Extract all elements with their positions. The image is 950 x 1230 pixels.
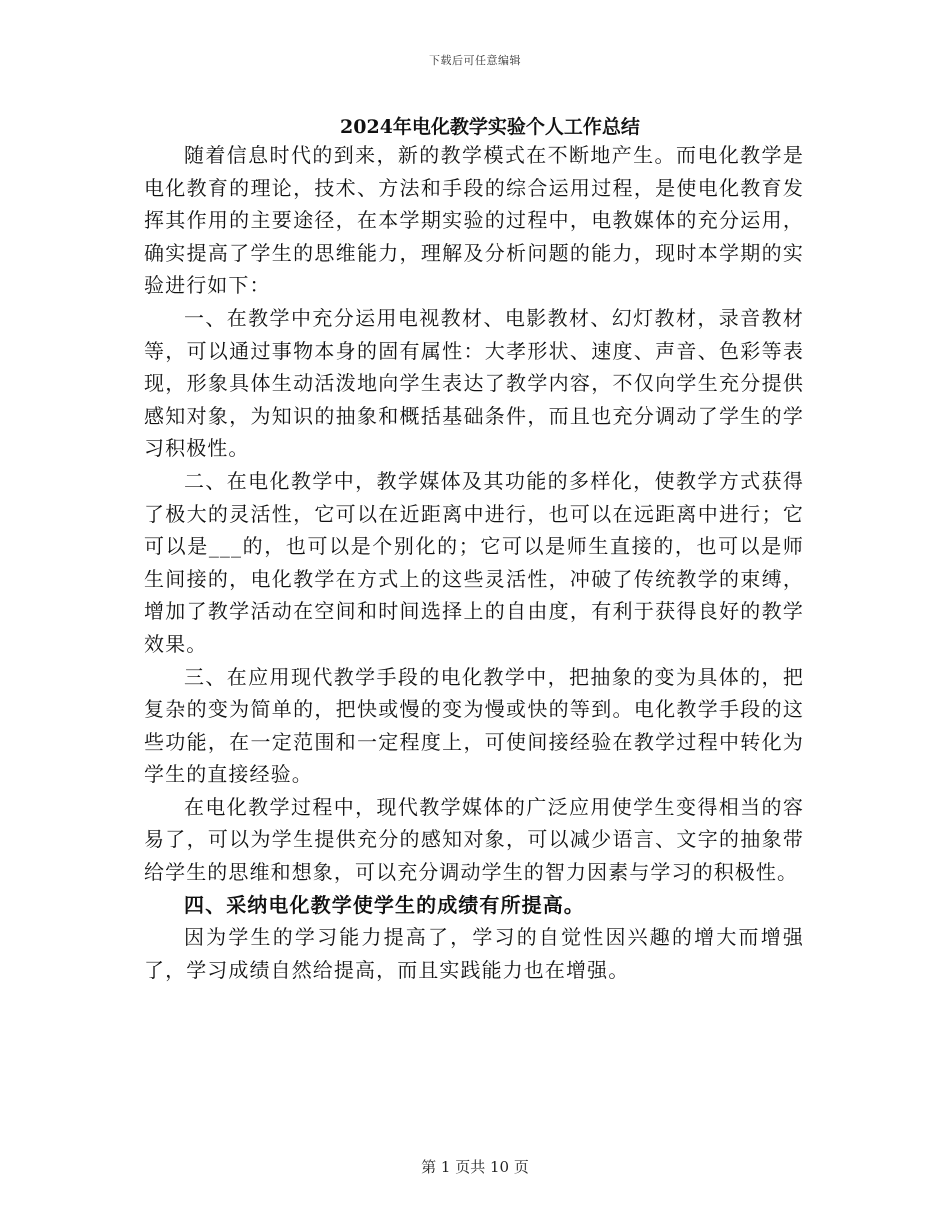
document-body <box>144 139 804 986</box>
paragraph-section-1: 一、在教学中充分运用电视教材、电影教材、幻灯教材，录音教材等，可以通过事物本身的固有属性：大孝形状、速度、声音、色彩等表现，形象具体生动活泼地向学生表达了教学内容，不仅向学生充分提供感知对象，为知识的抽象和概括基础条件，而且也充分调动了学生的学习积极性。 <box>144 305 804 461</box>
document-title: 2024年电化教学实验个人工作总结 <box>340 116 640 138</box>
paragraph-intro: 随着信息时代的到来，新的教学模式在不断地产生。而电化教学是电化教育的理论，技术、方法和手段的综合运用过程，是使电化教育发挥其作用的主要途径，在本学期实验的过程中，电教媒体的充分运用，确实提高了学生的思维能力，理解及分析问题的能力，现时本学期的实验进行如下： <box>144 143 804 298</box>
paragraph-section-4: 因为学生的学习能力提高了，学习的自觉性因兴趣的增大而增强了，学习成绩自然给提高，而且实践能力也在增强。 <box>144 925 804 982</box>
paragraph-section-3-continued: 在电化教学过程中，现代教学媒体的广泛应用使学生变得相当的容易了，可以为学生提供充分的感知对象，可以减少语言、文字的抽象带给学生的思维和想象，可以充分调动学生的智力因素与学习的积极性。 <box>144 794 804 885</box>
section-4-heading: 四、采纳电化教学使学生的成绩有所提高。 <box>184 892 585 917</box>
paragraph-section-2: 二、在电化教学中，教学媒体及其功能的多样化，使教学方式获得了极大的灵活性，它可以在近距离中进行，也可以在远距离中进行；它可以是___的，也可以是个别化的；它可以是师生直接的，也可以是师生间接的，电化教学在方式上的这些灵活性，冲破了传统教学的束缚，增加了教学活动在空间和时间选择上的自由度，有利于获得良好的教学效果。 <box>144 468 804 656</box>
page-number-footer: 第 1 页共 10 页 <box>421 1158 529 1176</box>
header-note: 下载后可任意编辑 <box>429 54 521 67</box>
paragraph-section-3: 三、在应用现代教学手段的电化教学中，把抽象的变为具体的，把复杂的变为简单的，把快或慢的变为慢或快的等到。电化教学手段的这些功能，在一定范围和一定程度上，可使间接经验在教学过程中转化为学生的直接经验。 <box>144 664 804 787</box>
